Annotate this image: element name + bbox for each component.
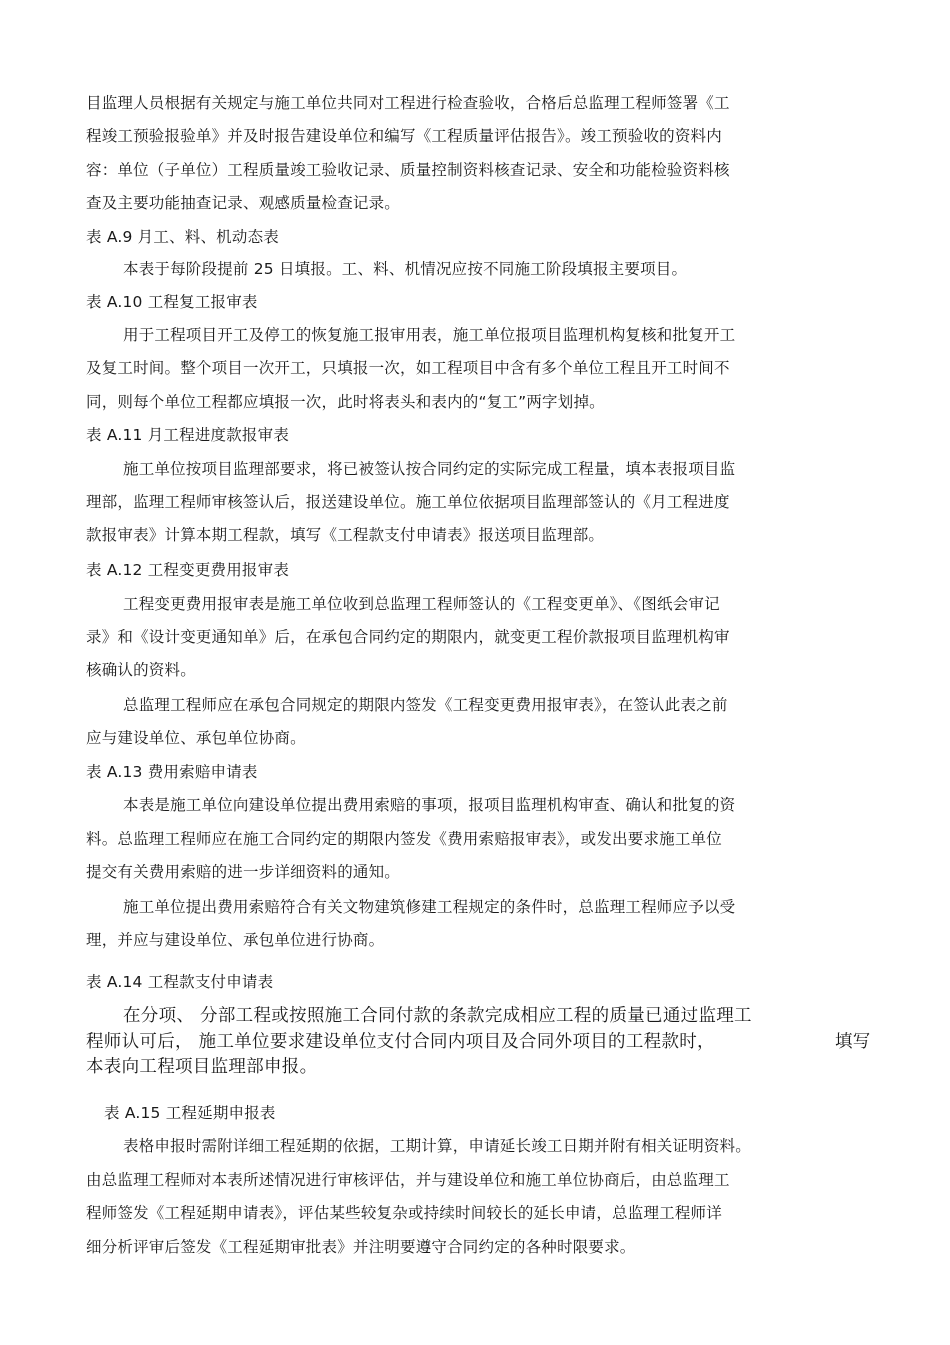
intro-line-1: 目监理人员根据有关规定与施工单位共同对工程进行检查验收，合格后总监理工程师签署《工 — [86, 94, 730, 112]
a9-line-1: 本表于每阶段提前 25 日填报。工、料、机情况应按不同施工阶段填报主要项目。 — [123, 260, 688, 278]
intro-line-3: 容：单位（子单位）工程质量竣工验收记录、质量控制资料核查记录、安全和功能检验资料核 — [86, 161, 730, 179]
a15-line-4: 细分析评审后签发《工程延期审批表》并注明要遵守合同约定的各种时限要求。 — [86, 1238, 636, 1256]
section-heading-a9: 表 A.9 月工、料、机动态表 — [86, 228, 279, 246]
a14-line-1: 在分项、 分部工程或按照施工合同付款的条款完成相应工程的质量已通过监理工 — [123, 1006, 752, 1026]
section-heading-a10: 表 A.10 工程复工报审表 — [86, 293, 258, 311]
a14-fill-word: 填写 — [835, 1032, 871, 1052]
a12-p2-line-1: 总监理工程师应在承包合同规定的期限内签发《工程变更费用报审表》，在签认此表之前 — [123, 696, 728, 714]
a13-line-2: 料。总监理工程师应在施工合同约定的期限内签发《费用索赔报审表》，或发出要求施工单位 — [86, 830, 722, 848]
a12-line-1: 工程变更费用报审表是施工单位收到总监理工程师签认的《工程变更单》、《图纸会审记 — [123, 595, 720, 613]
a14-line-2: 程师认可后， 施工单位要求建设单位支付合同内项目及合同外项目的工程款时， — [86, 1032, 715, 1052]
a10-line-1: 用于工程项目开工及停工的恢复施工报审用表，施工单位报项目监理机构复核和批复开工 — [123, 326, 736, 344]
a11-line-2: 理部，监理工程师审核签认后，报送建设单位。施工单位依据项目监理部签认的《月工程进度 — [86, 493, 730, 511]
a15-line-3: 程师签发《工程延期申请表》，评估某些较复杂或持续时间较长的延长申请，总监理工程师详 — [86, 1204, 722, 1222]
a15-line-2: 由总监理工程师对本表所述情况进行审核评估，并与建设单位和施工单位协商后，由总监理工 — [86, 1171, 730, 1189]
a10-line-3: 同，则每个单位工程都应填报一次，此时将表头和表内的“复工”两字划掉。 — [86, 393, 605, 411]
a12-line-3: 核确认的资料。 — [86, 661, 196, 679]
a10-line-2: 及复工时间。整个项目一次开工，只填报一次，如工程项目中含有多个单位工程且开工时间不 — [86, 359, 730, 377]
a11-line-1: 施工单位按项目监理部要求，将已被签认按合同约定的实际完成工程量，填本表报项目监 — [123, 460, 736, 478]
section-heading-a14: 表 A.14 工程款支付申请表 — [86, 973, 274, 991]
a13-p2-line-1: 施工单位提出费用索赔符合有关文物建筑修建工程规定的条件时，总监理工程师应予以受 — [123, 898, 736, 916]
a14-line-3: 本表向工程项目监理部申报。 — [86, 1057, 318, 1077]
section-heading-a15: 表 A.15 工程延期申报表 — [104, 1104, 276, 1122]
a15-line-1: 表格申报时需附详细工程延期的依据，工期计算，申请延长竣工日期并附有相关证明资料。 — [123, 1137, 752, 1155]
intro-line-2: 程竣工预验报验单》并及时报告建设单位和编写《工程质量评估报告》。竣工预验收的资料内 — [86, 127, 722, 145]
a13-line-1: 本表是施工单位向建设单位提出费用索赔的事项，报项目监理机构审查、确认和批复的资 — [123, 796, 736, 814]
a13-line-3: 提交有关费用索赔的进一步详细资料的通知。 — [86, 863, 401, 881]
a11-line-3: 款报审表》计算本期工程款，填写《工程款支付申请表》报送项目监理部。 — [86, 526, 605, 544]
section-heading-a13: 表 A.13 费用索赔申请表 — [86, 763, 258, 781]
section-heading-a11: 表 A.11 月工程进度款报审表 — [86, 426, 290, 444]
a12-line-2: 录》和《设计变更通知单》后，在承包合同约定的期限内，就变更工程价款报项目监理机构审 — [86, 628, 730, 646]
intro-line-4: 查及主要功能抽查记录、观感质量检查记录。 — [86, 194, 401, 212]
a13-p2-line-2: 理，并应与建设单位、承包单位进行协商。 — [86, 931, 385, 949]
section-heading-a12: 表 A.12 工程变更费用报审表 — [86, 561, 290, 579]
a12-p2-line-2: 应与建设单位、承包单位协商。 — [86, 729, 306, 747]
